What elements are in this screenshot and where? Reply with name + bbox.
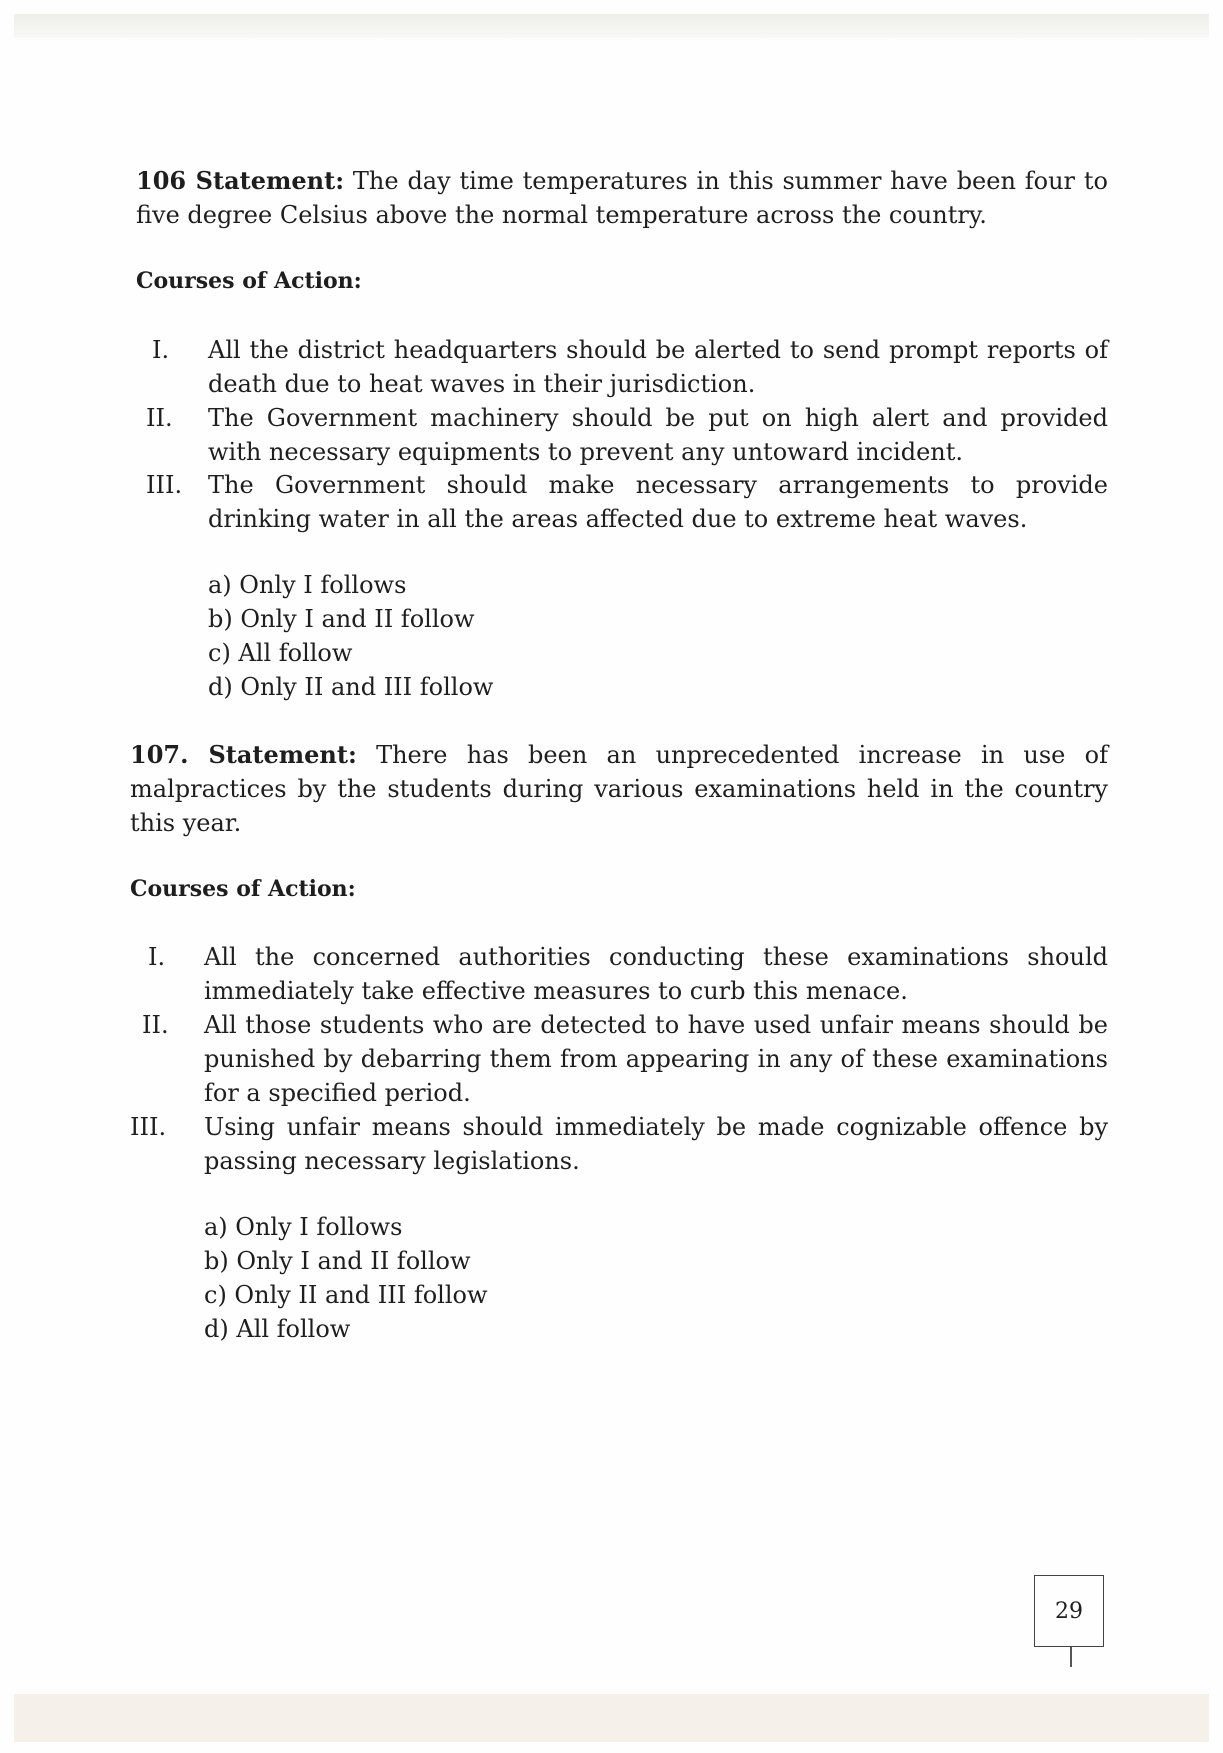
q106-courses-heading: Courses of Action:	[136, 268, 362, 294]
q106-option-c: c) All follow	[208, 639, 353, 667]
q107-course-2-numeral: II.	[142, 1011, 169, 1039]
q107-statement-text: There has been an unprecedented increase in use of malpractices by the students during various examinations held in the country this year.	[130, 741, 1108, 837]
q106-option-b: b) Only I and II follow	[208, 605, 475, 633]
scan-top-edge	[14, 14, 1209, 38]
q107-course-3-numeral: III.	[130, 1113, 167, 1141]
q106-option-d: d) Only II and III follow	[208, 673, 494, 701]
q107-option-c: c) Only II and III follow	[204, 1281, 488, 1309]
q106-statement-text: The day time temperatures in this summer have been four to five degree Celsius above the normal temperature across the country.	[136, 167, 1108, 229]
q107-course-3-text: Using unfair means should immediately be made cognizable offence by passing necessary legislations.	[204, 1113, 1108, 1175]
q107-course-1-text: All the concerned authorities conducting these examinations should immediately take effective measures to curb this menace.	[204, 943, 1108, 1005]
q106-statement	[136, 164, 1108, 232]
q106-course-2-text: The Government machinery should be put on high alert and provided with necessary equipments to prevent any untoward incident.	[208, 404, 1108, 466]
q107-course-2-text: All those students who are detected to have used unfair means should be punished by debarring them from appearing in any of these examinations for a specified period.	[204, 1011, 1108, 1107]
q106-course-1-numeral: I.	[152, 336, 170, 364]
q106-course-3-numeral: III.	[146, 471, 183, 499]
q106-course-1-text: All the district headquarters should be alerted to send prompt reports of death due to heat waves in their jurisdiction.	[208, 336, 1108, 398]
q107-courses-heading: Courses of Action:	[130, 876, 356, 902]
scan-bottom-edge	[14, 1694, 1209, 1742]
q107-option-a: a) Only I follows	[204, 1213, 403, 1241]
q107-option-b: b) Only I and II follow	[204, 1247, 471, 1275]
q107-statement	[130, 738, 1108, 840]
q107-option-d: d) All follow	[204, 1315, 351, 1343]
q106-option-a: a) Only I follows	[208, 571, 407, 599]
page-number: 29	[1055, 1598, 1083, 1624]
q107-course-1-numeral: I.	[148, 943, 166, 971]
q106-number-label: 106 Statement:	[136, 166, 345, 195]
q106-course-3-text: The Government should make necessary arrangements to provide drinking water in all the areas affected due to extreme heat waves.	[208, 471, 1108, 533]
q106-course-2-numeral: II.	[146, 404, 173, 432]
page-number-tick	[1070, 1647, 1072, 1667]
q107-number-label: 107. Statement:	[130, 740, 357, 769]
page-number-box	[1034, 1575, 1104, 1647]
